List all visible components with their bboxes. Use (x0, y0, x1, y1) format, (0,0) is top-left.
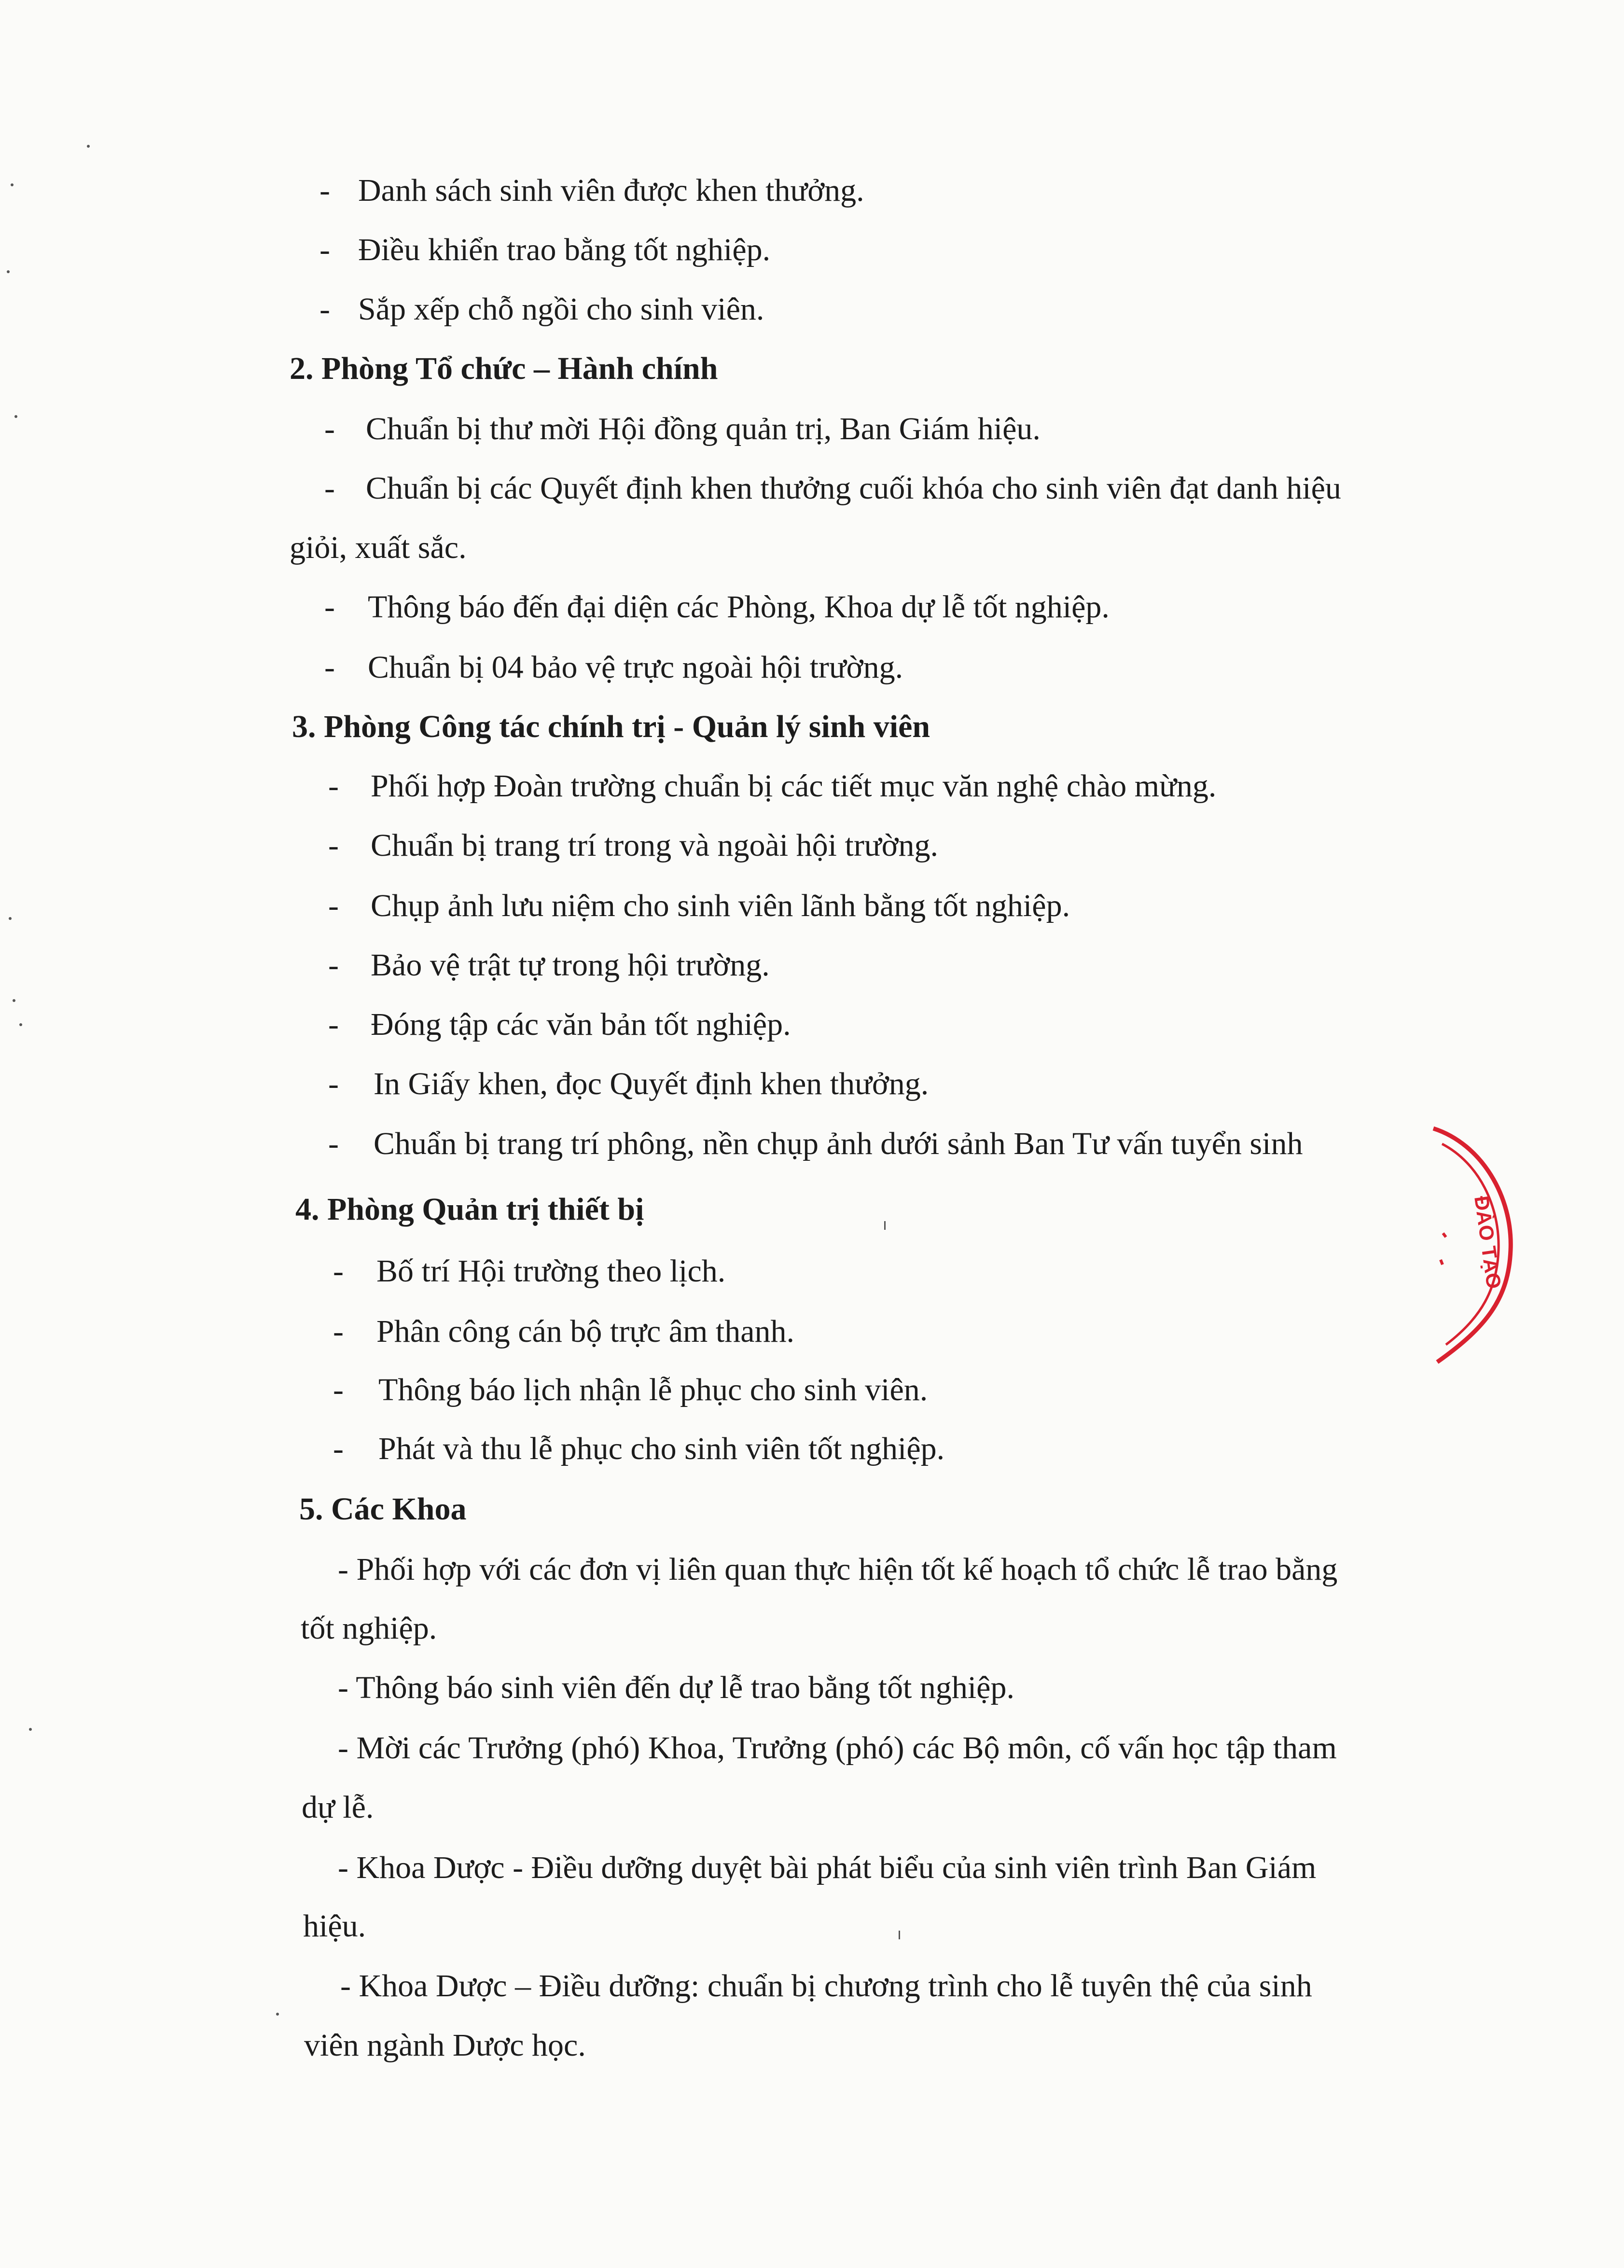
list-item: - Chuẩn bị trang trí phông, nền chụp ảnh dưới sảnh Ban Tư vấn tuyển sinh (328, 1126, 1303, 1161)
list-item: - Chuẩn bị 04 bảo vệ trực ngoài hội trường. (324, 650, 903, 685)
list-item: - Thông báo đến đại diện các Phòng, Khoa dự lễ tốt nghiệp. (324, 589, 1110, 625)
list-item: - Phát và thu lễ phục cho sinh viên tốt nghiệp. (333, 1431, 945, 1466)
section-heading-to-chuc-hanh-chinh: 2. Phòng Tổ chức – Hành chính (290, 351, 718, 386)
section-heading-quan-tri-thiet-bi: 4. Phòng Quản trị thiết bị (295, 1192, 644, 1227)
red-seal-stamp (1429, 1125, 1515, 1366)
paragraph-line: - Mời các Trưởng (phó) Khoa, Trưởng (phó) các Bộ môn, cố vấn học tập tham (338, 1730, 1337, 1766)
list-item: - Chuẩn bị các Quyết định khen thưởng cuối khóa cho sinh viên đạt danh hiệu (324, 471, 1341, 506)
list-item: - Chuẩn bị thư mời Hội đồng quản trị, Ban Giám hiệu. (324, 411, 1041, 446)
paragraph-line: - Khoa Dược – Điều dưỡng: chuẩn bị chương trình cho lễ tuyên thệ của sinh (340, 1968, 1312, 2004)
paragraph-line: dự lễ. (302, 1790, 374, 1825)
list-item: - Chụp ảnh lưu niệm cho sinh viên lãnh bằng tốt nghiệp. (328, 888, 1070, 923)
list-item: - Sắp xếp chỗ ngồi cho sinh viên. (319, 292, 764, 327)
list-item: - Bố trí Hội trường theo lịch. (333, 1253, 726, 1289)
list-item: - Phân công cán bộ trực âm thanh. (333, 1314, 795, 1349)
stamp-text: ĐÀO TẠO (1470, 1194, 1506, 1291)
list-item: - Danh sách sinh viên được khen thưởng. (319, 173, 864, 208)
paragraph-line: - Thông báo sinh viên đến dự lễ trao bằng tốt nghiệp. (338, 1670, 1014, 1705)
paragraph-line: viên ngành Dược học. (304, 2028, 586, 2063)
list-item: - Chuẩn bị trang trí trong và ngoài hội trường. (328, 828, 938, 863)
paragraph-line: - Khoa Dược - Điều dưỡng duyệt bài phát biểu của sinh viên trình Ban Giám (338, 1850, 1317, 1885)
list-item-continuation: giỏi, xuất sắc. (290, 530, 467, 565)
paragraph-line: hiệu. (303, 1908, 366, 1944)
section-heading-cong-tac-chinh-tri: 3. Phòng Công tác chính trị - Quản lý sinh viên (292, 709, 930, 744)
list-item: - Điều khiển trao bằng tốt nghiệp. (319, 232, 771, 267)
list-item: - Bảo vệ trật tự trong hội trường. (328, 947, 770, 983)
paragraph-line: - Phối hợp với các đơn vị liên quan thực hiện tốt kế hoạch tổ chức lễ trao bằng (338, 1552, 1338, 1587)
list-item: - In Giấy khen, đọc Quyết định khen thưởng. (328, 1066, 929, 1101)
section-heading-cac-khoa: 5. Các Khoa (299, 1491, 467, 1527)
list-item: - Thông báo lịch nhận lễ phục cho sinh viên. (333, 1372, 928, 1407)
list-item: - Đóng tập các văn bản tốt nghiệp. (328, 1007, 791, 1042)
paragraph-line: tốt nghiệp. (301, 1611, 437, 1646)
list-item: - Phối hợp Đoàn trường chuẩn bị các tiết mục văn nghệ chào mừng. (328, 768, 1217, 804)
